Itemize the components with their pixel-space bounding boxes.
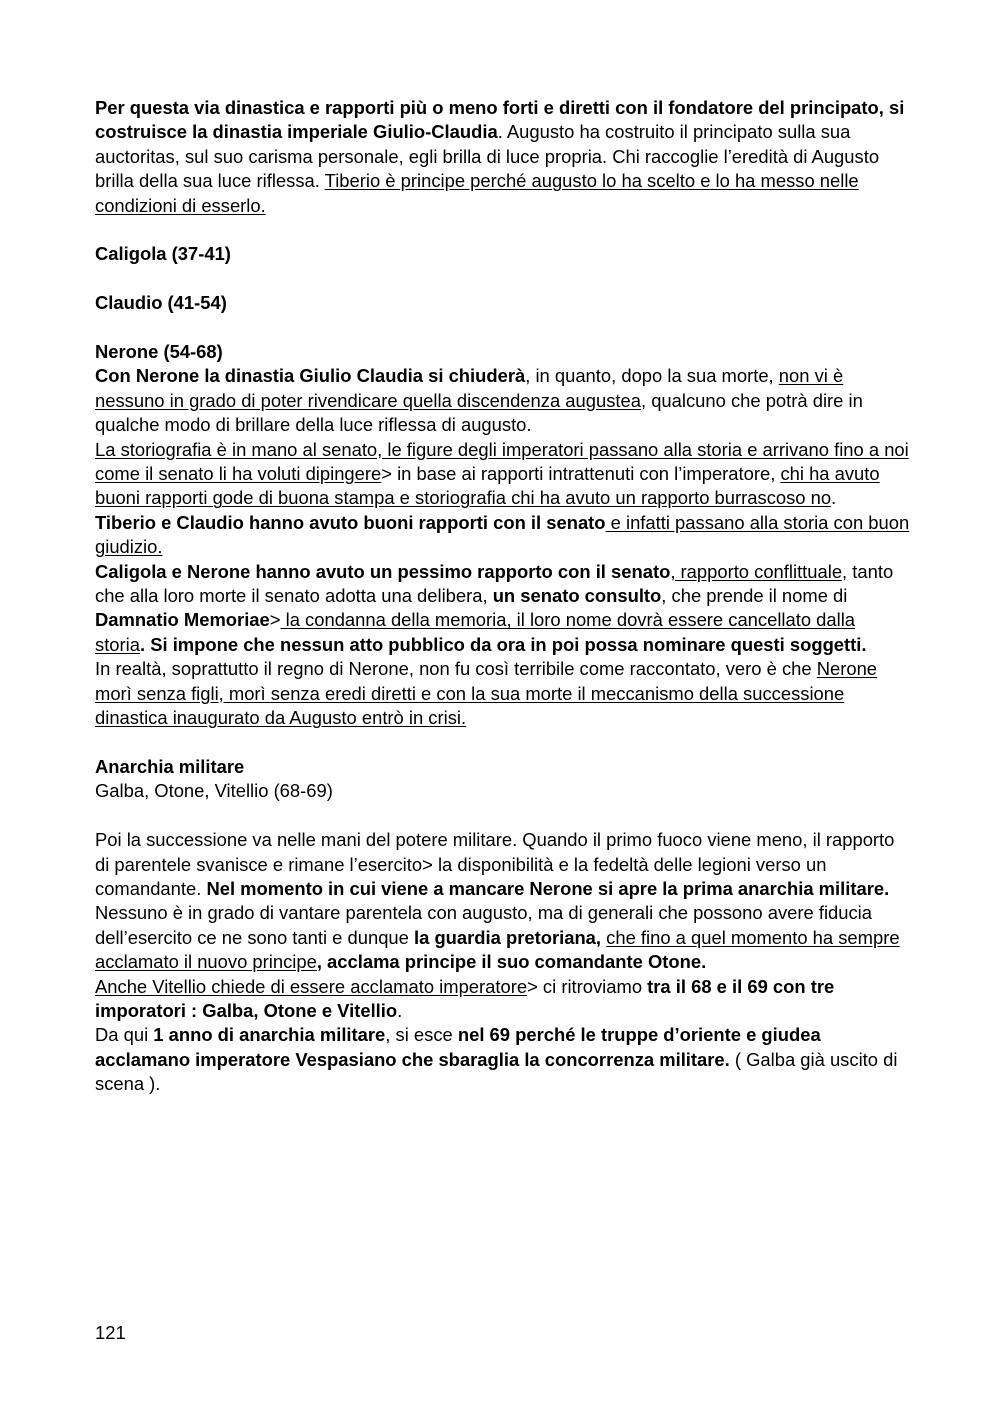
text: . (397, 999, 403, 1021)
bold-text: 1 anno di anarchia militare (153, 1024, 386, 1046)
bold-text: Tiberio e Claudio hanno avuto buoni rapporti con il senato (95, 511, 606, 533)
paragraph-storiografia (95, 438, 910, 511)
heading-nerone (95, 340, 910, 364)
anarchia-subtitle: Galba, Otone, Vitellio (68-69) (95, 780, 333, 802)
text: . Augusto ha costruito il principato sulla sua auctoritas, sul suo carisma personale, egli brilla di luce propria. Chi raccoglie l’eredità di Augusto brilla della sua luce riflessa. (95, 121, 880, 192)
underlined-text: La storiografia è in mano al senato, le figure degli imperatori passano alla storia e arrivano fino a noi come il senato li ha voluti dipingere (95, 438, 909, 485)
spacer (95, 316, 910, 340)
underlined-text: , rapporto conflittuale, (670, 560, 848, 582)
paragraph-successione (95, 828, 910, 974)
paragraph-vespasiano (95, 1023, 910, 1096)
text: > ci ritroviamo (527, 975, 648, 997)
spacer (95, 267, 910, 291)
underlined-text: la condanna della memoria, il loro nome dovrà essere cancellato dalla storia (95, 609, 856, 655)
heading-caligola (95, 242, 910, 266)
underlined-text: Nerone morì senza figli, morì senza eredi diretti e con la sua morte il meccanismo della successione dinastica inaugurato da Augusto entrò in crisi. (95, 658, 878, 729)
bold-text: Con Nerone la dinastia Giulio Claudia si chiuderà (95, 365, 526, 387)
bold-text: nel 69 perché le truppe d’oriente e giudea acclamano imperatore Vespasiano che sbaraglia la concorrenza militare. (95, 1024, 821, 1070)
bold-text: Per questa via dinastica e rapporti più o meno forti e diretti con il fondatore del principato, si costruisce la dinastia imperiale Giulio-Claudia (95, 97, 905, 143)
spacer (95, 731, 910, 755)
text: > in base ai rapporti intrattenuti con l’imperatore, (381, 463, 781, 485)
bold-text: . Si impone che nessun atto pubblico da ora in poi possa nominare questi soggetti. (139, 633, 867, 655)
underlined-text: e infatti passano alla storia con buon giudizio. (95, 511, 910, 558)
bold-text: un senato consulto (492, 585, 662, 607)
paragraph-tiberio-claudio (95, 511, 910, 560)
bold-text: Damnatio Memoriae (95, 609, 270, 631)
underlined-text: chi ha avuto buoni rapporti gode di buona stampa e storiografia chi ha avuto un rapporto burrascoso no (95, 463, 880, 509)
paragraph-caligola-nerone (95, 560, 910, 658)
spacer (95, 218, 910, 242)
page-number: 121 (95, 1322, 126, 1343)
underlined-text: non vi è nessuno in grado di poter rivendicare quella discendenza augustea (95, 365, 844, 411)
text: tanto che alla loro morte il senato adotta una delibera, (95, 560, 894, 607)
heading-claudio (95, 291, 910, 315)
bold-text: , acclama principe il suo comandante Otone. (316, 951, 707, 973)
paragraph-dinastia (95, 96, 910, 218)
bold-text: la guardia pretoriana, (414, 926, 602, 948)
heading-text: Claudio (41-54) (95, 292, 227, 314)
underlined-text: Anche Vitellio chiede di essere acclamato imperatore (95, 975, 528, 997)
bold-text: Nel momento in cui viene a mancare Nerone si apre la prima anarchia militare. (206, 877, 890, 899)
heading-anarchia (95, 755, 910, 779)
underlined-text: che fino a quel momento ha sempre acclamato il nuovo principe (95, 926, 900, 973)
underlined-text: Tiberio è principe perché augusto lo ha scelto e lo ha messo nelle condizioni di esserlo. (95, 170, 859, 216)
paragraph-nerone (95, 364, 910, 437)
text: > (269, 609, 281, 631)
text: , che prende il nome di (661, 585, 848, 607)
heading-text: Nerone (54-68) (95, 341, 223, 363)
heading-text: Caligola (37-41) (95, 243, 231, 265)
bold-text: Caligola e Nerone hanno avuto un pessimo rapporto con il senato (95, 560, 671, 582)
paragraph-vitellio (95, 975, 910, 1024)
heading-text: Anarchia militare (95, 755, 245, 777)
text: , in quanto, dopo la sua morte, (525, 365, 779, 387)
paragraph-in-realta (95, 657, 910, 730)
text: Poi la successione va nelle mani del potere militare. Quando il primo fuoco viene meno, il rapporto di parentele svanisce e rimane l’esercito> la disponibilità e la fedeltà delle legioni verso un comandante. (95, 829, 895, 899)
spacer (95, 804, 910, 828)
text: , qualcuno che potrà dire in qualche modo di brillare della luce riflessa di augusto. (95, 389, 863, 436)
text: Nessuno è in grado di vantare parentela con augusto, ma di generali che possono avere fiducia dell’esercito ce ne sono tanti e dunque (95, 902, 872, 948)
text: . (831, 487, 837, 509)
bold-text: tra il 68 e il 69 con tre imporatori : Galba, Otone e Vitellio (95, 975, 835, 1021)
text: In realtà, soprattutto il regno di Nerone, non fu così terribile come raccontato, vero è che (95, 658, 817, 680)
document-page (95, 96, 910, 1097)
text: , si esce (385, 1024, 458, 1046)
text: ( Galba già uscito di scena ). (95, 1048, 898, 1095)
text: Da qui (95, 1024, 154, 1046)
